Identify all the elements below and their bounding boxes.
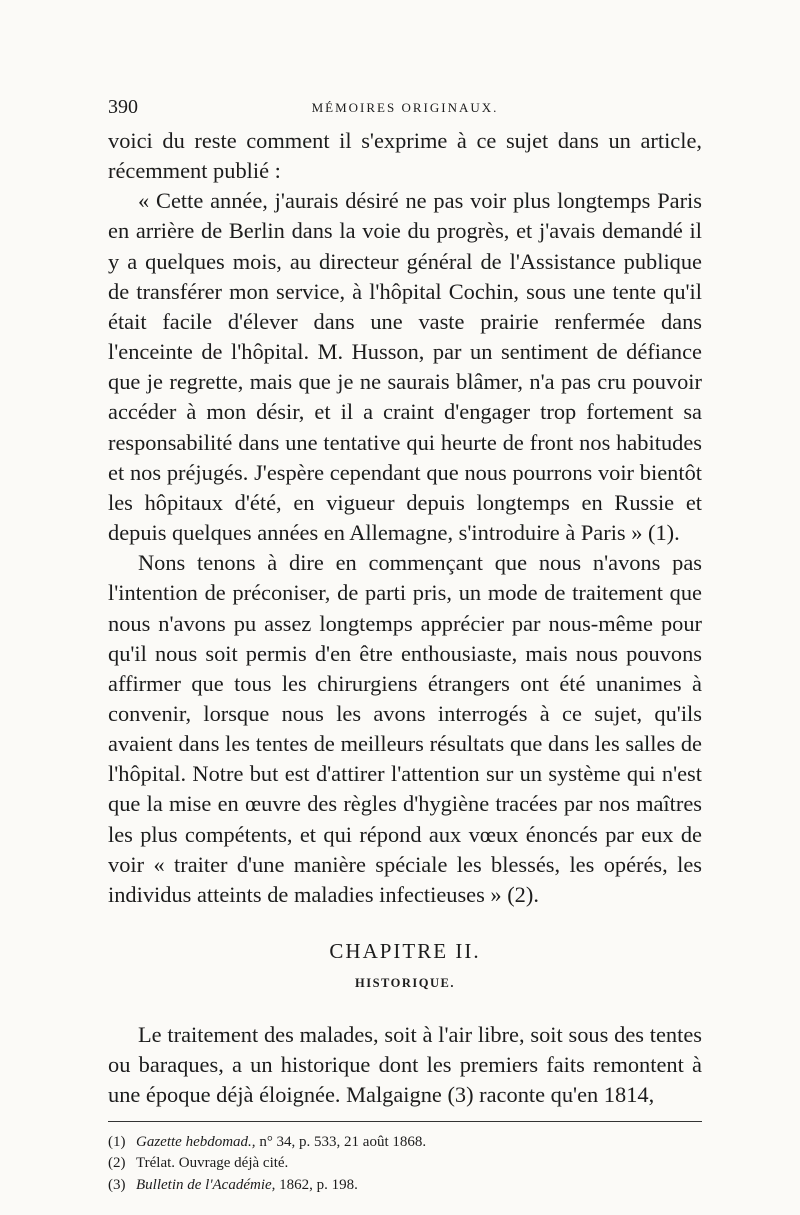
- footnote-item: [108, 1132, 702, 1154]
- footnote-source: Bulletin de l'Académie,: [136, 1176, 276, 1193]
- footnote-text: Trélat. Ouvrage déjà cité.: [136, 1155, 289, 1172]
- footnote-number: (3): [108, 1176, 126, 1193]
- footnote-number: (2): [108, 1155, 126, 1172]
- paragraph-continuation: voici du reste comment il s'exprime à ce sujet dans un article, récemment publié :: [108, 128, 702, 184]
- section-spacer: [108, 994, 702, 1020]
- page-number: 390: [108, 96, 138, 118]
- footnote-text: 1862, p. 198.: [275, 1176, 358, 1193]
- page-header: [108, 96, 702, 126]
- running-head: MÉMOIRES ORIGINAUX.: [311, 100, 499, 115]
- footnote-source: Gazette hebdomad.,: [136, 1133, 256, 1150]
- document-page: [108, 96, 702, 1196]
- footnote-divider: [108, 1121, 702, 1122]
- section-title: HISTORIQUE.: [355, 976, 455, 991]
- paragraph-historique: Le traitement des malades, soit à l'air libre, soit sous des tentes ou baraques, a un historique dont les premiers faits remontent à une époque déjà éloignée. Malgaigne (3) raconte qu'en 1814,: [108, 1022, 702, 1108]
- footnote-item: [108, 1153, 702, 1175]
- chapter-title: CHAPITRE II.: [329, 939, 481, 964]
- footnote-number: (1): [108, 1133, 126, 1150]
- footnotes: [108, 1132, 702, 1197]
- paragraph-intent: Nons tenons à dire en commençant que nous n'avons pas l'intention de préconiser, de parti pris, un mode de traitement que nous n'avons pu assez longtemps apprécier par nous-même pour qu'il nous soit permis d'en être enthousiaste, mais nous pouvons affirmer que tous les chirurgiens étrangers ont été unanimes à convenir, lorsque nous les avons interrogés à ce sujet, qu'ils avaient dans les tentes de meilleurs résultats que dans les salles de l'hôpital. Notre but est d'attirer l'attention sur un système qui n'est que la mise en œuvre des règles d'hygiène tracées par nos maîtres les plus compétents, et qui répond aux vœux énoncés par eux de voir « traiter d'une manière spéciale les blessés, les opérés, les individus atteints de maladies infectieuses » (2).: [108, 550, 702, 907]
- footnote-item: [108, 1175, 702, 1197]
- paragraph-quote: « Cette année, j'aurais désiré ne pas voir plus longtemps Paris en arrière de Berlin dans la voie du progrès, et j'avais demandé il y a quelques mois, au directeur général de l'Assistance publique de transférer mon service, à l'hôpital Cochin, sous une tente qu'il était facile d'élever dans une vaste prairie renfermée dans l'enceinte de l'hôpital. M. Husson, par un sentiment de défiance que je regrette, mais que je ne saurais blâmer, n'a pas cru pouvoir accéder à mon désir, et il a craint d'engager trop fortement sa responsabilité dans une tentative qui heurte de front nos habitudes et nos préjugés. J'espère cependant que nous pourrons voir bientôt les hôpitaux d'été, en vigueur depuis longtemps en Russie et depuis quelques années en Allemagne, s'introduire à Paris » (1).: [108, 188, 702, 546]
- footnote-text: n° 34, p. 533, 21 août 1868.: [255, 1133, 427, 1150]
